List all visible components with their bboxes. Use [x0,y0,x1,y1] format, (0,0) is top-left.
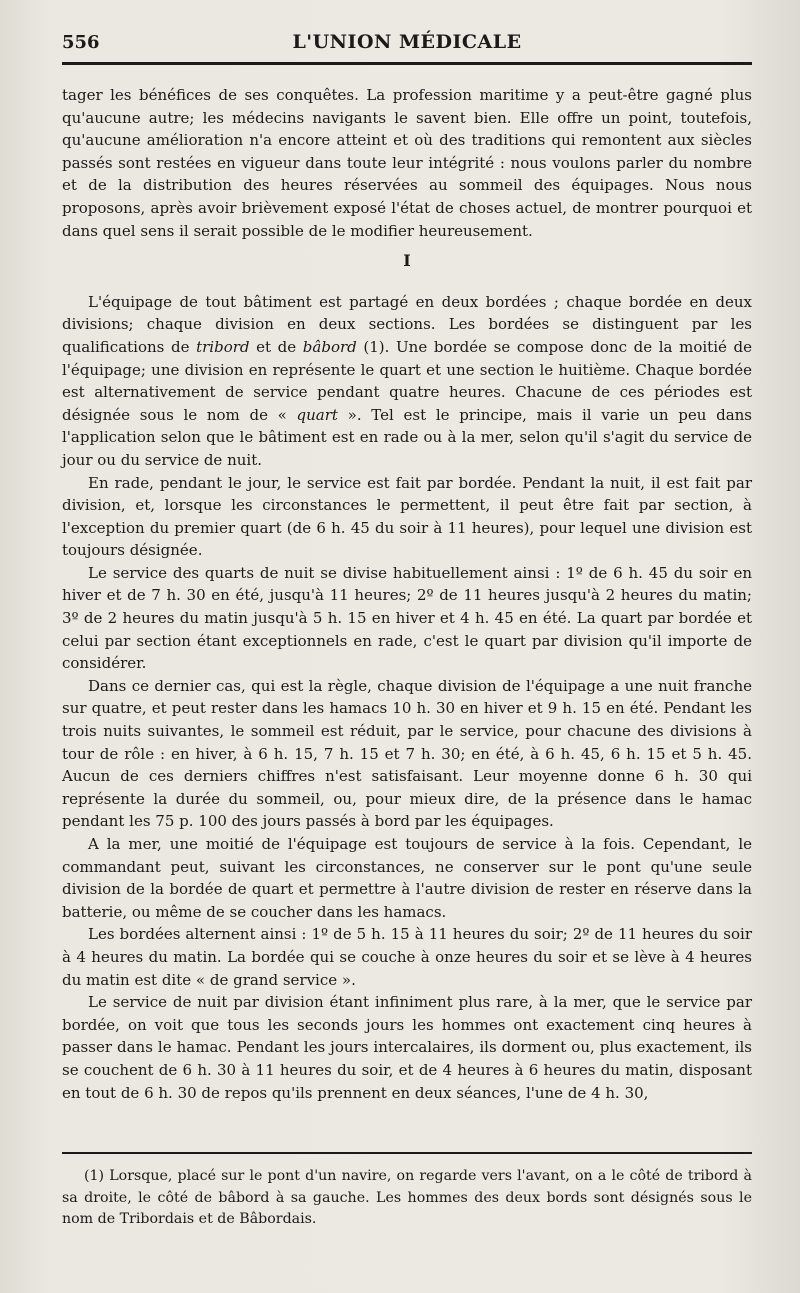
body-text [62,84,752,1104]
page-header [62,24,752,60]
paragraph-5: Dans ce dernier cas, qui est la règle, chaque division de l'équipage a une nuit franche sur quatre, et peut rester dans les hamacs 10 h. 30 en hiver et 9 h. 15 en été. Pendant les trois nuits suivantes, le sommeil est réduit, par le service, pour chacune des divisions à tour de rôle : en hiver, à 6 h. 15, 7 h. 15 et 7 h. 30; en été, à 6 h. 45, 6 h. 15 et 5 h. 45. Aucun de ces derniers chiffres n'est satisfaisant. Leur moyenne donne 6 h. 30 qui représente la durée du sommeil, ou, pour mieux dire, de la présence dans le hamac pendant les 75 p. 100 des jours passés à bord par les équipages. [62,676,752,831]
term-babord: bâbord [302,337,357,356]
running-title: L'UNION MÉDICALE [292,31,522,53]
paragraph-2-part-d: ». Tel est le principe, mais il varie un peu dans l'application selon que le bâtiment est en rade ou à la mer, selon qu'il s'agit du service de jour ou du service de nuit. [62,405,752,469]
paragraph-2 [62,291,752,472]
paragraph-2-part-b: et de [249,337,303,356]
paragraph-1: tager les bénéfices de ses conquêtes. La profession maritime y a peut-être gagné plus qu'aucune autre; les médecins navigants le savent bien. Elle offre un point, toutefois, qu'aucune amélioration n'a encore atteint et où des traditions qui remontent aux siècles passés sont restées en vigueur dans toute leur intégrité : nous voulons parler du nombre et de la distribution des heures réservées au sommeil des équipages. Nous nous proposons, après avoir brièvement exposé l'état de choses actuel, de montrer pourquoi et dans quel sens il serait possible de le modifier heureusement. [62,86,752,240]
paragraph-2-part-c: (1). Une bordée se compose donc de la moitié de l'équipage; une division en représente le quart et une section le huitième. Chaque bordée est alternativement de service pendant quatre heures. Chacune de ces périodes est désignée sous le nom de « [62,337,752,424]
header-rule [62,62,752,65]
section-numeral: I [403,251,411,271]
term-tribord: tribord [196,337,250,356]
paragraph-2-part-a: L'équipage de tout bâtiment est partagé en deux bordées ; chaque bordée en deux divisions; chaque division en deux sections. Les bordées se distinguent par les qualifications de [62,292,752,356]
footnote: (1) Lorsque, placé sur le pont d'un navire, on regarde vers l'avant, on a le côté de tribord à sa droite, le côté de bâbord à sa gauche. Les hommes des deux bords sont désignés sous le nom de Tribordais et de Bâbordais. [62,1168,752,1227]
paragraph-8: Le service de nuit par division étant infiniment plus rare, à la mer, que le service par bordée, on voit que tous les seconds jours les hommes ont exactement cinq heures à passer dans le hamac. Pendant les jours intercalaires, ils dorment ou, plus exactement, ils se couchent de 6 h. 30 à 11 heures du soir, et de 4 heures à 6 heures du matin, disposant en tout de 6 h. 30 de repos qu'ils prennent en deux séances, l'une de 4 h. 30, [62,993,752,1102]
paragraph-7: Les bordées alternent ainsi : 1º de 5 h. 15 à 11 heures du soir; 2º de 11 heures du soir à 4 heures du matin. La bordée qui se couche à onze heures du soir et se lève à 4 heures du matin est dite « de grand service ». [62,925,752,989]
term-quart: quart [296,405,338,424]
paragraph-4: Le service des quarts de nuit se divise habituellement ainsi : 1º de 6 h. 45 du soir en hiver et de 7 h. 30 en été, jusqu'à 11 heures; 2º de 11 heures jusqu'à 2 heures du matin; 3º de 2 heures du matin jusqu'à 5 h. 15 en hiver et 4 h. 45 en été. La quart par bordée et celui par section étant exceptionnels en rade, c'est le quart par division qu'il importe de considérer. [62,563,752,673]
paragraph-3: En rade, pendant le jour, le service est fait par bordée. Pendant la nuit, il est fait par division, et, lorsque les circonstances le permettent, il peut être fait par section, à l'exception du premier quart (de 6 h. 45 du soir à 11 heures), pour lequel une division est toujours désignée. [62,473,752,560]
paragraph-6: A la mer, une moitié de l'équipage est toujours de service à la fois. Cependant, le commandant peut, suivant les circonstances, ne conserver sur le pont qu'une seule division de la bordée de quart et permettre à l'autre division de rester en réserve dans la batterie, ou même de se coucher dans les hamacs. [62,835,752,921]
footnote-rule [62,1152,752,1154]
page-number: 556 [62,31,100,53]
